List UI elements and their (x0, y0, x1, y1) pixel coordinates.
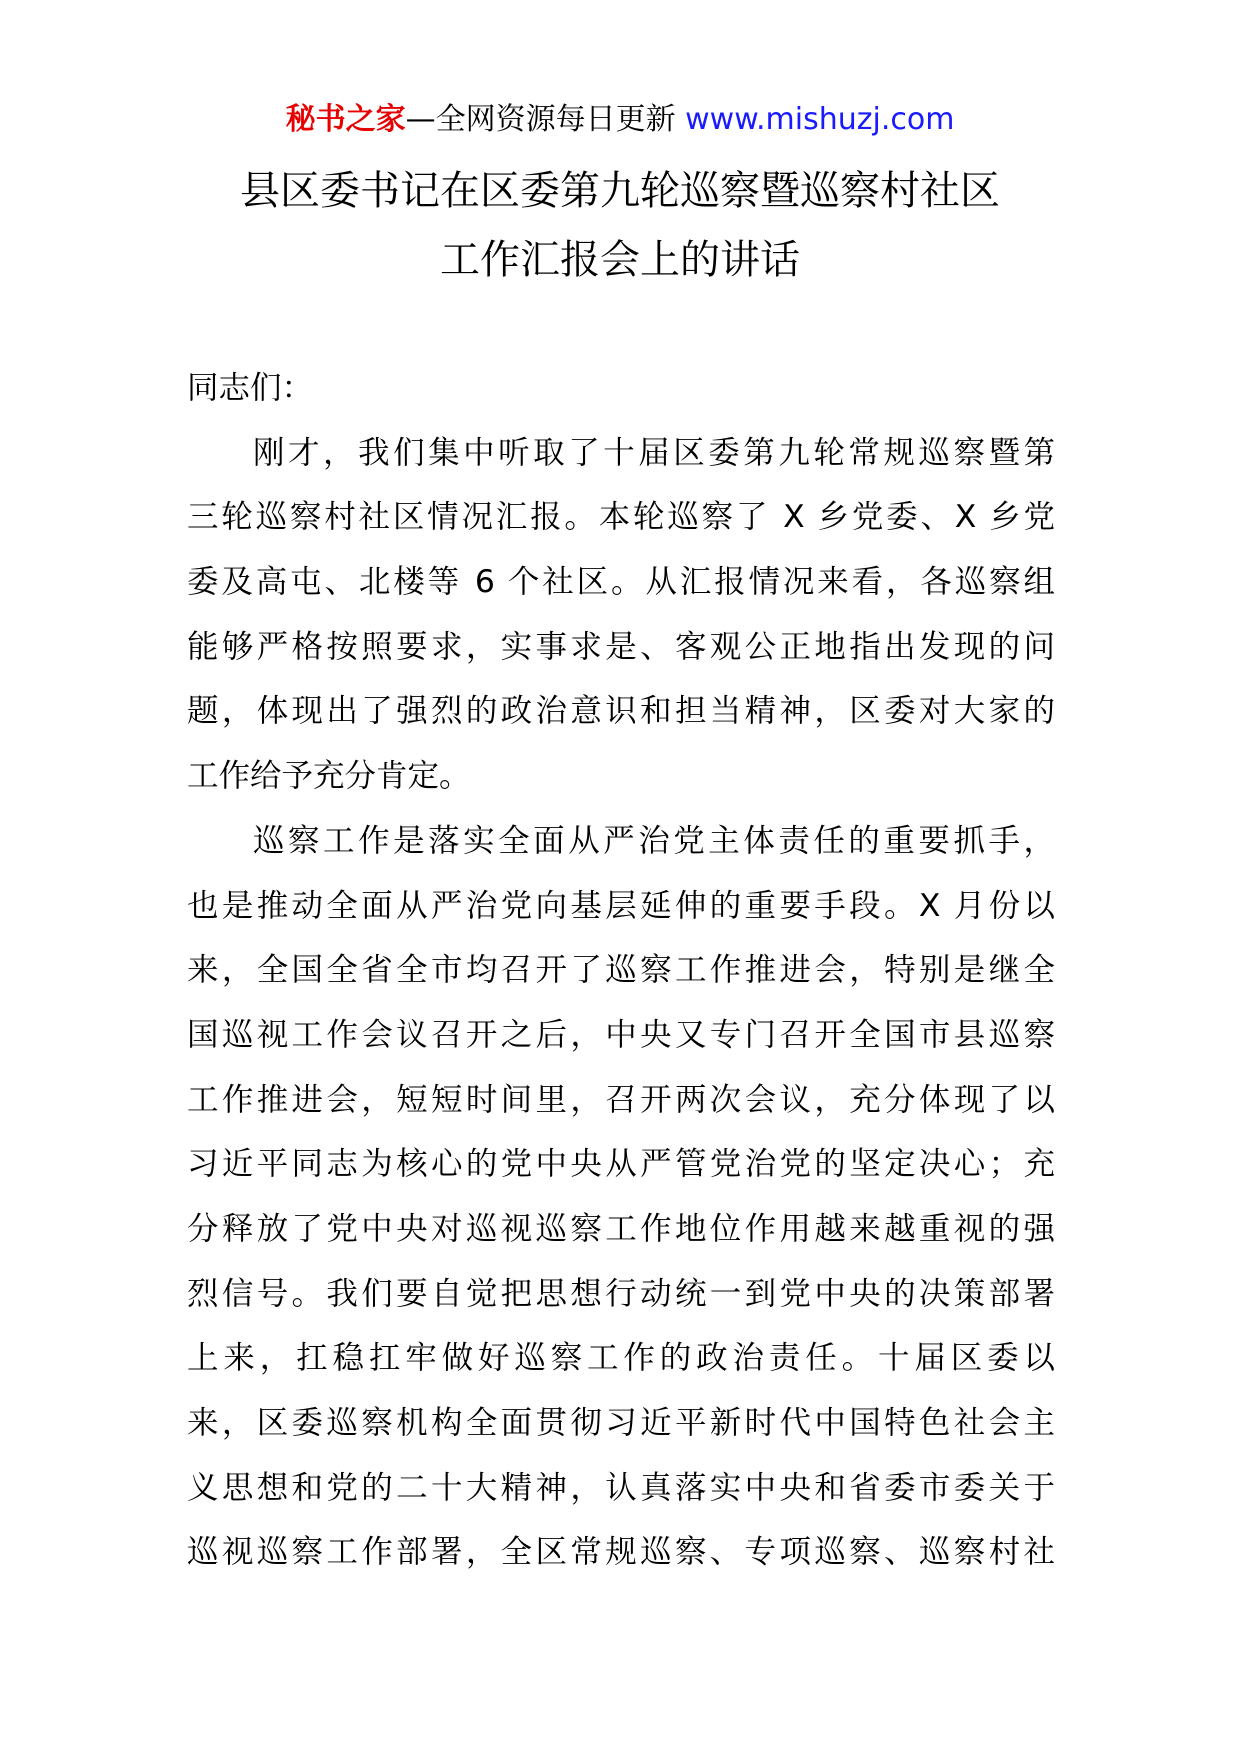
paragraph-2-line: 分释放了党中央对巡视巡察工作地位作用越来越重视的强 (187, 1210, 1055, 1247)
paragraph-1-line: 刚才，我们集中听取了十届区委第九轮常规巡察暨第 (253, 434, 1055, 471)
paragraph-2-line: 工作推进会，短短时间里，召开两次会议，充分体现了以 (187, 1081, 1055, 1118)
paragraph-2-line: 烈信号。我们要自觉把思想行动统一到党中央的决策部署 (187, 1275, 1055, 1312)
paragraph-2-line: 习近平同志为核心的党中央从严管党治党的坚定决心；充 (187, 1146, 1055, 1183)
site-url-link[interactable]: www.mishuzj.com (685, 102, 955, 137)
paragraph-2-line: 国巡视工作会议召开之后，中央又专门召开全国市县巡察 (187, 1016, 1055, 1053)
paragraph-1-line: 委及高屯、北楼等 6 个社区。从汇报情况来看，各巡察组 (187, 564, 1055, 601)
brand-name: 秘书之家 (285, 102, 406, 137)
paragraph-2-line: 上来，扛稳扛牢做好巡察工作的政治责任。十届区委以 (187, 1340, 1055, 1377)
paragraph-2-line: 也是推动全面从严治党向基层延伸的重要手段。X 月份以 (187, 887, 1055, 924)
paragraph-2-line: 义思想和党的二十大精神，认真落实中央和省委市委关于 (187, 1469, 1055, 1506)
document-body (187, 356, 1055, 1585)
paragraph-1-line: 三轮巡察村社区情况汇报。本轮巡察了 X 乡党委、X 乡党 (187, 499, 1055, 536)
paragraph-2-line: 来，全国全省全市均召开了巡察工作推进会，特别是继全 (187, 952, 1055, 989)
paragraph-2-line: 来，区委巡察机构全面贯彻习近平新时代中国特色社会主 (187, 1405, 1055, 1441)
paragraph-2-line: 巡察工作是落实全面从严治党主体责任的重要抓手， (253, 822, 1055, 859)
paragraph-1-line: 能够严格按照要求，实事求是、客观公正地指出发现的问 (187, 628, 1055, 665)
header-slogan: —全网资源每日更新 (405, 102, 686, 137)
salutation: 同志们： (187, 370, 314, 406)
document-title-line-2: 工作汇报会上的讲话 (440, 237, 800, 283)
paragraph-1-line: 题，体现出了强烈的政治意识和担当精神，区委对大家的 (187, 693, 1055, 730)
paragraph-2-line: 巡视巡察工作部署，全区常规巡察、专项巡察、巡察村社 (187, 1534, 1055, 1571)
paragraph-1-line: 工作给予充分肯定。 (187, 758, 471, 795)
site-header-banner (0, 100, 1240, 140)
document-title-line-1: 县区委书记在区委第九轮巡察暨巡察村社区 (240, 168, 1000, 214)
